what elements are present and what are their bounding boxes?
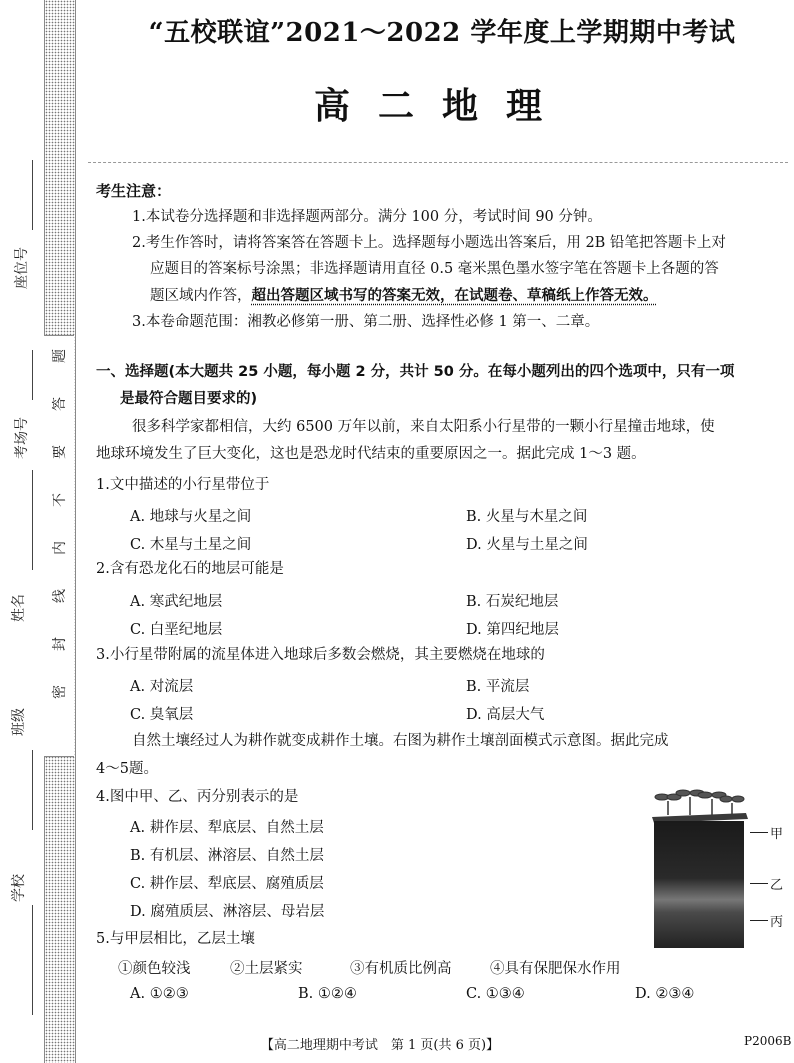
q3-option-c: C. 臭氧层 [130, 707, 194, 723]
q4-option-d: D. 腐殖质层、淋溶层、母岩层 [130, 904, 325, 920]
fill-line [32, 470, 33, 570]
exam-title: “五校联谊”2021～2022 学年度上学期期中考试 [148, 18, 736, 48]
notice-line-3: 3.本卷命题范围：湘教必修第一册、第二册、选择性必修 1 第一、二章。 [132, 314, 600, 330]
seal-char: 题 [52, 349, 68, 363]
seal-char: 答 [52, 397, 68, 411]
q4-option-b: B. 有机层、淋溶层、自然土层 [130, 848, 324, 864]
section-heading-a: 一、选择题(本大题共 25 小题，每小题 2 分，共计 50 分。在每小题列出的四个选项中，只有一项 [96, 364, 735, 380]
q5-item-3: ③有机质比例高 [350, 961, 452, 977]
fill-line [32, 160, 33, 230]
figure-label-jia: 甲 [770, 827, 784, 842]
header-divider [88, 162, 788, 163]
figure-label-yi: 乙 [770, 878, 784, 893]
side-label-school: 学校 [11, 874, 27, 902]
q5-item-4: ④具有保肥保水作用 [490, 961, 621, 977]
seal-char: 内 [52, 541, 68, 555]
q4-option-c: C. 耕作层、犁底层、腐殖质层 [130, 876, 324, 892]
paper-code: P2006B [744, 1034, 792, 1048]
q1-stem: 1.文中描述的小行星带位于 [96, 477, 270, 493]
q2-option-a: A. 寒武纪地层 [130, 594, 223, 610]
notice-line-2c-plain: 题区域内作答， [150, 288, 252, 304]
q1-option-d: D. 火星与土星之间 [466, 537, 588, 553]
q5-option-c: C. ①③④ [466, 986, 525, 1002]
q1-option-c: C. 木星与土星之间 [130, 537, 252, 553]
q1-option-b: B. 火星与木星之间 [466, 509, 588, 525]
side-label-seat: 座位号 [14, 247, 30, 289]
passage2-line-b: 4～5题。 [96, 761, 158, 777]
subject-title: 高二地理 [313, 86, 570, 127]
q1-option-a: A. 地球与火星之间 [130, 509, 252, 525]
fill-line [32, 905, 33, 1015]
label-pointer [750, 832, 768, 833]
q3-option-b: B. 平流层 [466, 679, 530, 695]
side-label-class: 班级 [11, 708, 27, 736]
q3-stem: 3.小行星带附属的流星体进入地球后多数会燃烧，其主要燃烧在地球的 [96, 647, 545, 663]
seal-char: 线 [52, 589, 68, 603]
seal-char: 封 [52, 637, 68, 651]
q2-option-b: B. 石炭纪地层 [466, 594, 559, 610]
q3-option-d: D. 高层大气 [466, 707, 545, 723]
q4-option-a: A. 耕作层、犁底层、自然土层 [130, 820, 324, 836]
soil-profile-figure [648, 783, 750, 948]
notice-title: 考生注意： [96, 182, 172, 200]
notice-line-2c [150, 283, 658, 309]
q2-option-c: C. 白垩纪地层 [130, 622, 223, 638]
q5-stem: 5.与甲层相比，乙层土壤 [96, 931, 255, 947]
q2-option-d: D. 第四纪地层 [466, 622, 559, 638]
q3-option-a: A. 对流层 [130, 679, 194, 695]
side-label-room: 考场号 [14, 417, 30, 459]
seal-char: 密 [52, 685, 68, 699]
notice-line-1: 1.本试卷分选择题和非选择题两部分。满分 100 分，考试时间 90 分钟。 [132, 209, 602, 225]
notice-emphasis: 超出答题区域书写的答案无效，在试题卷、草稿纸上作答无效。 [251, 288, 658, 304]
seal-line-column [44, 335, 74, 757]
q2-stem: 2.含有恐龙化石的地层可能是 [96, 561, 284, 577]
q5-option-b: B. ①②④ [298, 986, 357, 1002]
q5-item-2: ②土层紧实 [230, 961, 303, 977]
figure-label-bing: 丙 [770, 915, 784, 930]
side-label-name: 姓名 [11, 594, 27, 622]
q5-option-a: A. ①②③ [130, 986, 189, 1002]
passage1-line-b: 地球环境发生了巨大变化，这也是恐龙时代结束的重要原因之一。据此完成 1～3 题。 [96, 446, 646, 462]
label-pointer [750, 920, 768, 921]
seedling-icon [655, 790, 744, 815]
seal-char: 不 [52, 493, 68, 507]
passage1-line-a: 很多科学家都相信，大约 6500 万年以前，来自太阳系小行星带的一颗小行星撞击地球，使 [132, 419, 715, 435]
fill-line [32, 750, 33, 830]
fill-line [32, 350, 33, 400]
q5-option-d: D. ②③④ [635, 986, 695, 1002]
passage2-line-a: 自然土壤经过人为耕作就变成耕作土壤。右图为耕作土壤剖面模式示意图。据此完成 [132, 733, 669, 749]
page-footer: 【高二地理期中考试 第 1 页(共 6 页)】 [260, 1038, 500, 1053]
label-pointer [750, 883, 768, 884]
notice-line-2b: 应题目的答案标号涂黑；非选择题请用直径 0.5 毫米黑色墨水签字笔在答题卡上各题的答 [150, 261, 719, 277]
notice-line-2a: 2.考生作答时，请将答案答在答题卡上。选择题每小题选出答案后，用 2B 铅笔把答题卡上对 [132, 235, 726, 251]
q4-stem: 4.图中甲、乙、丙分别表示的是 [96, 789, 299, 805]
seal-char: 要 [52, 445, 68, 459]
q5-item-1: ①颜色较浅 [118, 961, 191, 977]
section-heading-b: 是最符合题目要求的) [120, 391, 258, 407]
